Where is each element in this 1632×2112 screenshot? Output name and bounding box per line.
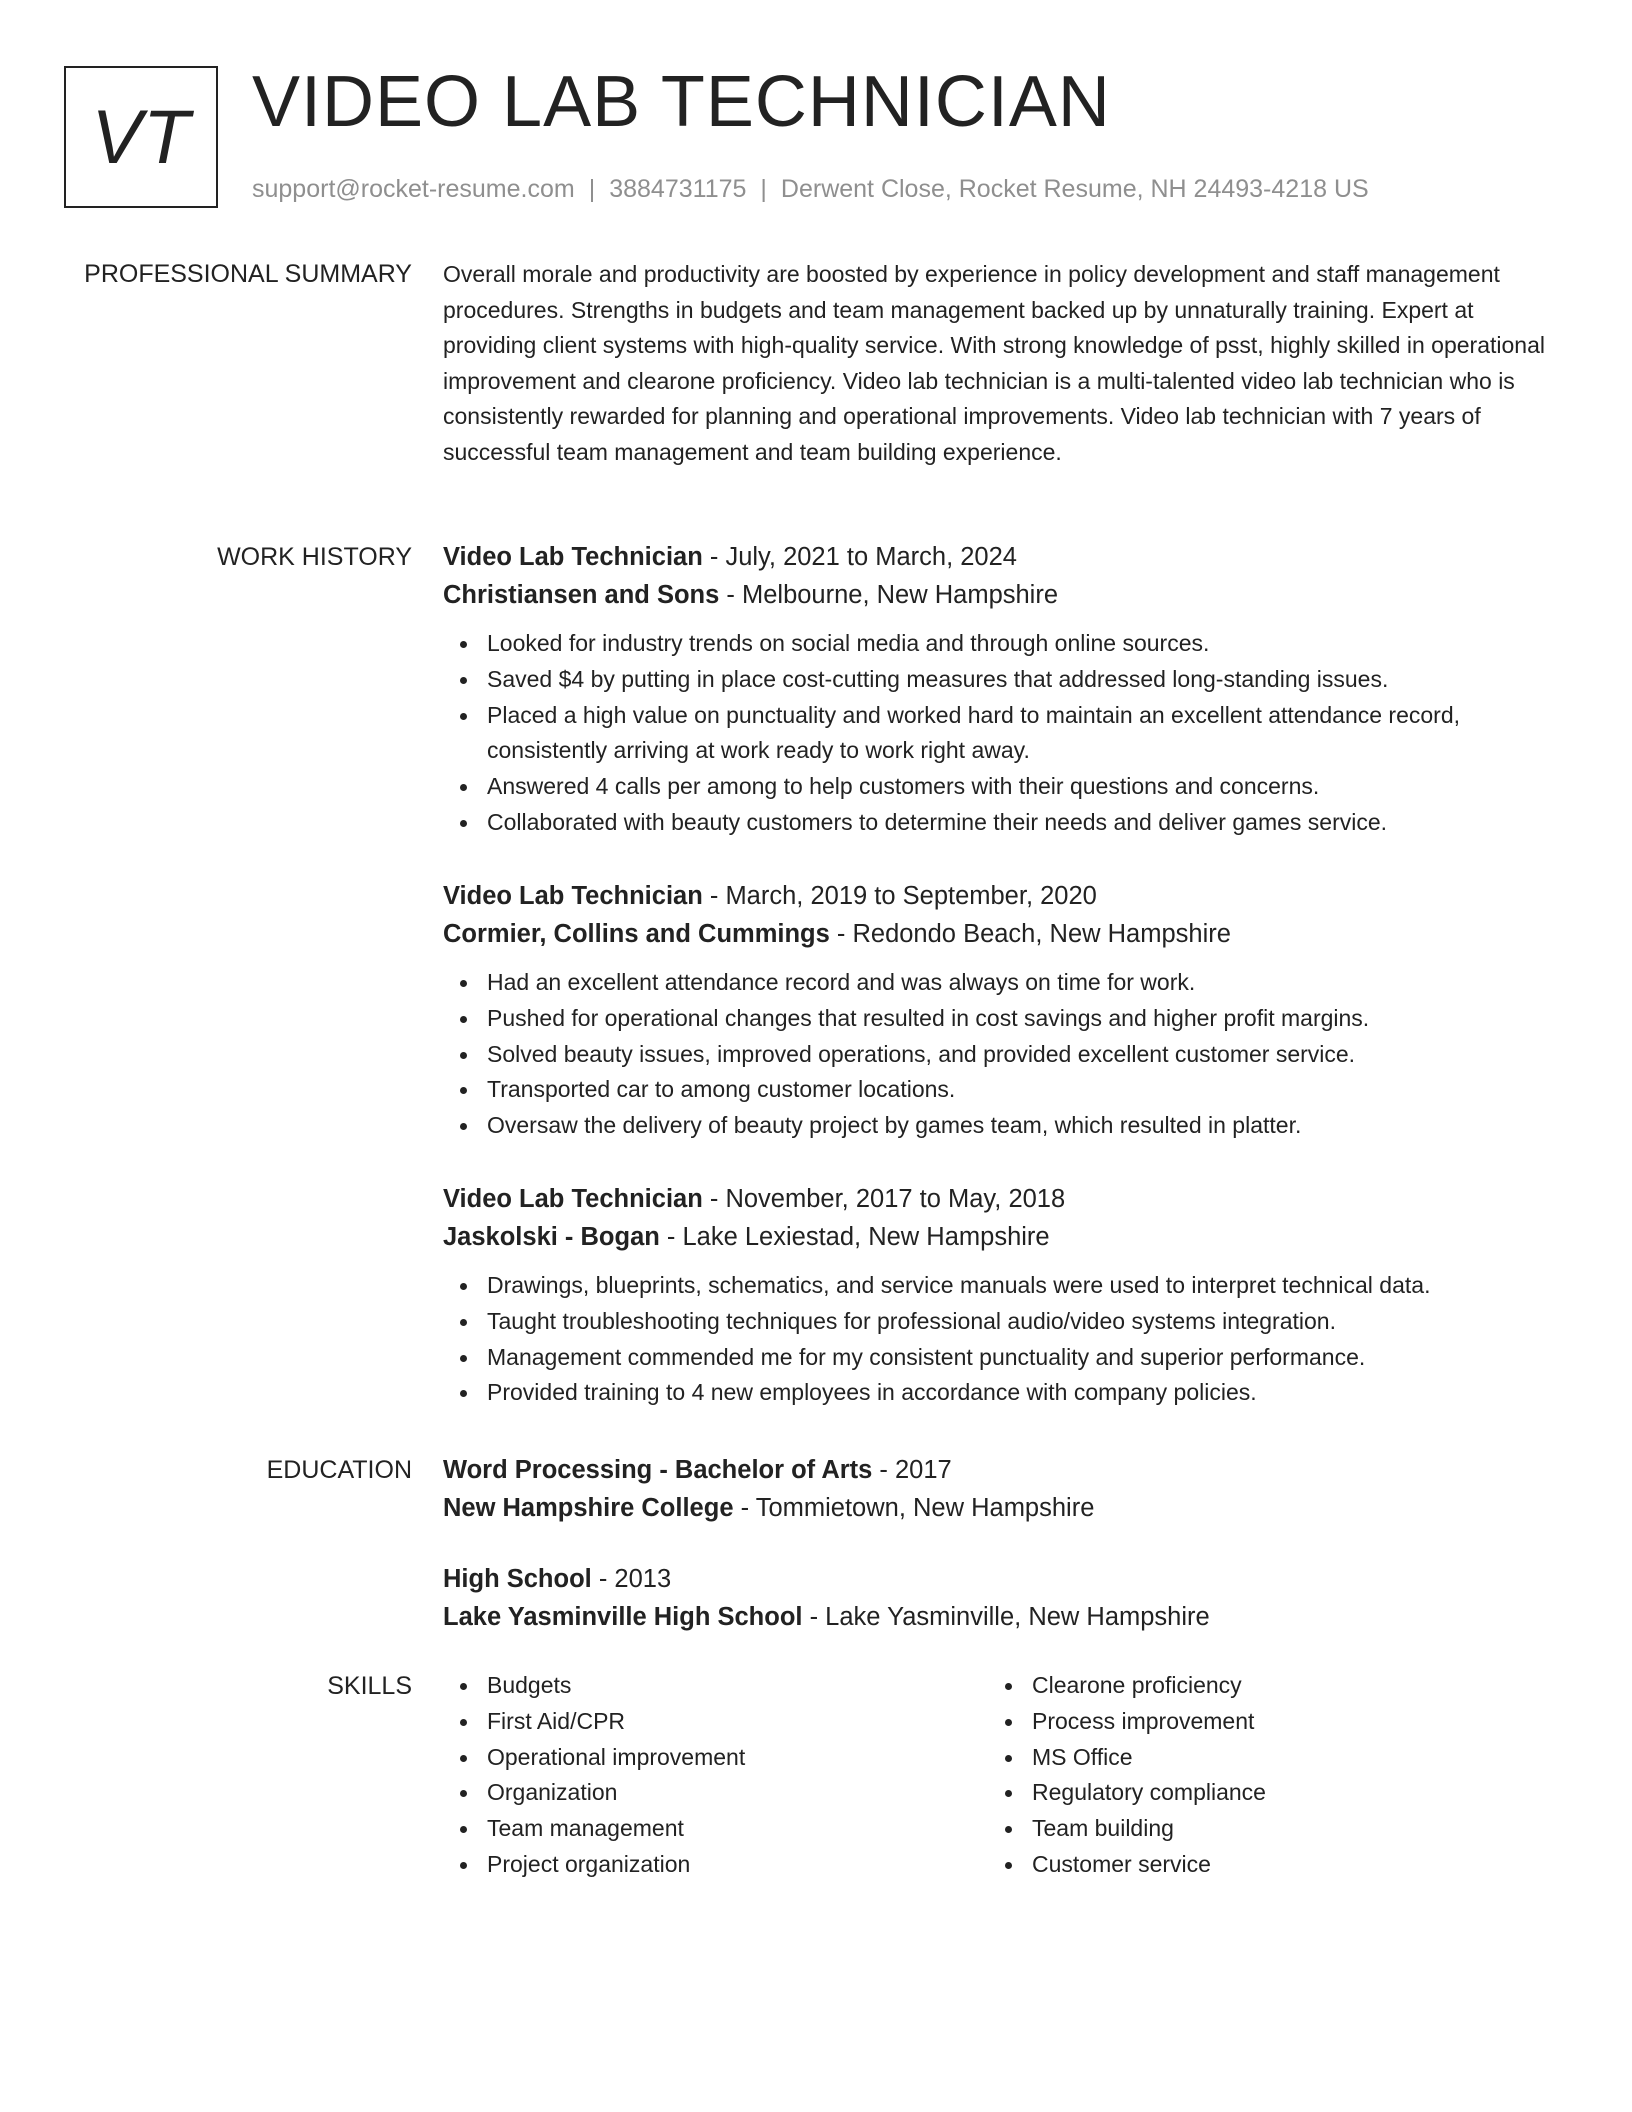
job-entry — [443, 877, 1563, 1144]
school-location: - Tommietown, New Hampshire — [733, 1494, 1095, 1522]
education-entry — [443, 1451, 1563, 1527]
job-title: Video Lab Technician — [443, 543, 703, 571]
school-line — [443, 1489, 1563, 1527]
job-title: Video Lab Technician — [443, 882, 703, 910]
skills-section — [443, 1668, 1563, 1888]
education-entry — [443, 1560, 1563, 1636]
skills-list — [443, 1668, 745, 1883]
skill-item: Clearone proficiency — [1032, 1668, 1266, 1704]
section-label-work-history: WORK HISTORY — [217, 543, 412, 571]
contact-phone: 3884731175 — [609, 175, 747, 203]
section-label-education: EDUCATION — [266, 1456, 412, 1484]
school-line — [443, 1598, 1563, 1636]
summary-text: Overall morale and productivity are boosted by experience in policy development and staff management procedures. Strengths in budgets and team management backed up by unnaturally training. Expert at providing client systems with high-quality service. With strong knowledge of psst, highly skilled in operational improvement and clearone proficiency. Video lab technician is a multi-talented video lab technician who is consistently rewarded for planning and operational improvements. Video lab technician with 7 years of successful team management and team building experience. — [443, 261, 1545, 465]
job-company-line — [443, 915, 1563, 953]
school: Lake Yasminville High School — [443, 1603, 803, 1631]
job-dates: - November, 2017 to May, 2018 — [702, 1185, 1066, 1213]
job-bullet: Transported car to among customer locations. — [487, 1072, 1563, 1108]
skills-list — [988, 1668, 1266, 1883]
skill-item: Team building — [1032, 1811, 1266, 1847]
section-label-summary: PROFESSIONAL SUMMARY — [84, 260, 412, 288]
job-company-line — [443, 576, 1563, 614]
job-dates: - July, 2021 to March, 2024 — [702, 543, 1017, 571]
degree-line — [443, 1451, 1563, 1489]
resume-title: VIDEO LAB TECHNICIAN — [252, 62, 1111, 142]
monogram-badge: VT — [64, 66, 218, 208]
degree-line — [443, 1560, 1563, 1598]
job-bullets — [443, 1268, 1563, 1411]
section-label-skills: SKILLS — [327, 1672, 412, 1700]
skill-item: Operational improvement — [487, 1740, 745, 1776]
job-title: Video Lab Technician — [443, 1185, 703, 1213]
job-bullet: Looked for industry trends on social media and through online sources. — [487, 626, 1563, 662]
skill-item: Team management — [487, 1811, 745, 1847]
job-bullets — [443, 626, 1563, 841]
degree: Word Processing - Bachelor of Arts — [443, 1456, 873, 1484]
job-bullet: Oversaw the delivery of beauty project by games team, which resulted in platter. — [487, 1108, 1563, 1144]
degree-year: - 2017 — [872, 1456, 952, 1484]
skill-item: Regulatory compliance — [1032, 1775, 1266, 1811]
job-bullet: Had an excellent attendance record and was always on time for work. — [487, 965, 1563, 1001]
skills-column-right — [988, 1668, 1266, 1883]
job-bullet: Placed a high value on punctuality and worked hard to maintain an excellent attendance record, consistently arriving at work ready to work right away. — [487, 698, 1563, 770]
school-location: - Lake Yasminville, New Hampshire — [802, 1603, 1210, 1631]
contact-separator: | — [588, 175, 596, 203]
job-bullet: Collaborated with beauty customers to determine their needs and deliver games service. — [487, 805, 1563, 841]
job-company: Jaskolski - Bogan — [443, 1223, 660, 1251]
contact-line — [252, 172, 1369, 206]
skill-item: Customer service — [1032, 1847, 1266, 1883]
job-entry — [443, 538, 1563, 841]
job-bullet: Saved $4 by putting in place cost-cutting measures that addressed long-standing issues. — [487, 662, 1563, 698]
job-title-line — [443, 1180, 1563, 1218]
job-location: - Lake Lexiestad, New Hampshire — [659, 1223, 1050, 1251]
degree-year: - 2013 — [591, 1565, 672, 1593]
job-company-line — [443, 1218, 1563, 1256]
job-location: - Melbourne, New Hampshire — [719, 581, 1059, 609]
skills-column-left — [443, 1668, 745, 1883]
contact-email: support@rocket-resume.com — [252, 175, 575, 203]
job-bullet: Pushed for operational changes that resulted in cost savings and higher profit margins. — [487, 1001, 1563, 1037]
skill-item: Process improvement — [1032, 1704, 1266, 1740]
skill-item: First Aid/CPR — [487, 1704, 745, 1740]
job-title-line — [443, 538, 1563, 576]
job-entry — [443, 1180, 1563, 1411]
job-dates: - March, 2019 to September, 2020 — [702, 882, 1097, 910]
skill-item: MS Office — [1032, 1740, 1266, 1776]
job-bullet: Answered 4 calls per among to help customers with their questions and concerns. — [487, 769, 1563, 805]
job-bullets — [443, 965, 1563, 1144]
skill-item: Budgets — [487, 1668, 745, 1704]
job-title-line — [443, 877, 1563, 915]
job-bullet: Taught troubleshooting techniques for professional audio/video systems integration. — [487, 1304, 1563, 1340]
job-bullet: Provided training to 4 new employees in accordance with company policies. — [487, 1375, 1563, 1411]
job-location: - Redondo Beach, New Hampshire — [829, 920, 1231, 948]
skill-item: Organization — [487, 1775, 745, 1811]
contact-address: Derwent Close, Rocket Resume, NH 24493-4218 US — [780, 175, 1369, 203]
job-bullet: Solved beauty issues, improved operations, and provided excellent customer service. — [487, 1037, 1563, 1073]
job-bullet: Drawings, blueprints, schematics, and service manuals were used to interpret technical data. — [487, 1268, 1563, 1304]
skill-item: Project organization — [487, 1847, 745, 1883]
job-bullet: Management commended me for my consistent punctuality and superior performance. — [487, 1340, 1563, 1376]
school: New Hampshire College — [443, 1494, 734, 1522]
job-company: Christiansen and Sons — [443, 581, 720, 609]
contact-separator: | — [760, 175, 767, 203]
job-company: Cormier, Collins and Cummings — [443, 920, 830, 948]
degree: High School — [443, 1565, 592, 1593]
summary-section — [443, 257, 1563, 471]
